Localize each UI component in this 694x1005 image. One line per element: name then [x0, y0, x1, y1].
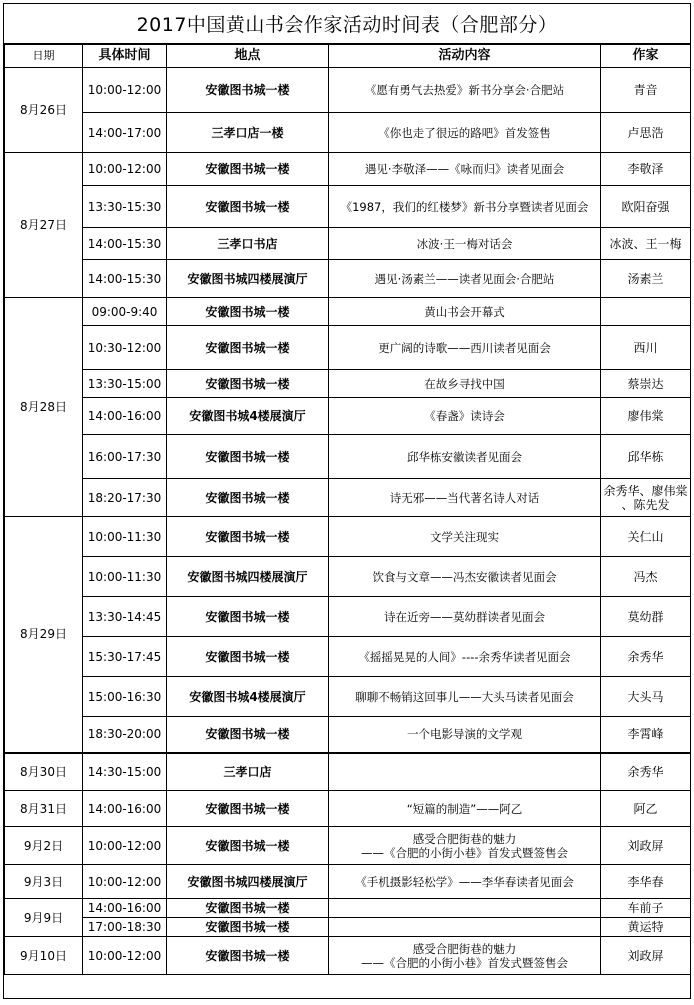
time-cell: 14:00-16:00 [83, 398, 167, 435]
activity-cell: 遇见·李敬泽——《咏而归》读者见面会 [329, 153, 601, 186]
time-cell: 15:30-17:45 [83, 637, 167, 677]
date-cell: 9月9日 [5, 899, 83, 937]
table-row [5, 717, 691, 753]
table-row [5, 557, 691, 597]
table-row [5, 753, 691, 791]
time-cell: 18:30-20:00 [83, 717, 167, 753]
activity-cell [329, 899, 601, 918]
date-cell: 8月29日 [5, 517, 83, 753]
table-row [5, 637, 691, 677]
header-author: 作家 [601, 45, 691, 68]
activity-line: 感受合肥街巷的魅力 [412, 941, 517, 956]
header-location: 地点 [167, 45, 329, 68]
header-time: 具体时间 [83, 45, 167, 68]
date-cell: 9月10日 [5, 937, 83, 975]
table-row [5, 677, 691, 717]
location-cell: 安徽图书城一楼 [167, 918, 329, 937]
table-row [5, 113, 691, 153]
date-cell: 9月2日 [5, 827, 83, 865]
activity-cell: 在故乡寻找中国 [329, 370, 601, 398]
location-cell: 安徽图书城一楼 [167, 479, 329, 517]
activity-cell: 诗无邪——当代著名诗人对话 [329, 479, 601, 517]
table-row [5, 153, 691, 186]
location-cell: 安徽图书城一楼 [167, 717, 329, 753]
author-cell [601, 479, 691, 517]
table-row [5, 298, 691, 326]
activity-cell: 《手机摄影轻松学》——李华春读者见面会 [329, 865, 601, 899]
author-cell: 西川 [601, 326, 691, 370]
author-cell: 余秀华 [601, 753, 691, 791]
schedule-table [4, 44, 691, 975]
time-cell: 14:00-16:00 [83, 791, 167, 827]
time-cell: 13:30-15:30 [83, 186, 167, 228]
date-cell: 8月31日 [5, 791, 83, 827]
author-cell: 廖伟棠 [601, 398, 691, 435]
location-cell: 安徽图书城一楼 [167, 597, 329, 637]
author-cell: 邱华栋 [601, 435, 691, 479]
activity-cell: 饮食与文章——冯杰安徽读者见面会 [329, 557, 601, 597]
time-cell: 14:00-15:30 [83, 260, 167, 298]
author-cell: 黄运特 [601, 918, 691, 937]
location-cell: 安徽图书城一楼 [167, 186, 329, 228]
activity-cell: 一个电影导演的文学观 [329, 717, 601, 753]
date-cell: 8月26日 [5, 68, 83, 153]
time-cell: 10:00-11:30 [83, 557, 167, 597]
location-cell: 安徽图书城一楼 [167, 370, 329, 398]
author-cell: 大头马 [601, 677, 691, 717]
location-cell: 安徽图书城四楼展演厅 [167, 865, 329, 899]
author-cell: 蔡崇达 [601, 370, 691, 398]
time-cell: 10:00-12:00 [83, 68, 167, 113]
table-row [5, 479, 691, 517]
table-row [5, 228, 691, 260]
location-cell: 安徽图书城一楼 [167, 153, 329, 186]
time-cell: 09:00-9:40 [83, 298, 167, 326]
time-cell: 14:00-17:00 [83, 113, 167, 153]
table-row [5, 791, 691, 827]
date-cell: 8月30日 [5, 753, 83, 791]
date-cell: 9月3日 [5, 865, 83, 899]
location-cell: 三孝口店一楼 [167, 113, 329, 153]
author-cell: 欧阳奋强 [601, 186, 691, 228]
author-cell: 莫幼群 [601, 597, 691, 637]
activity-cell: 《1987，我们的红楼梦》新书分享暨读者见面会 [329, 186, 601, 228]
activity-line: ——《合肥的小街小巷》首发式暨签售会 [361, 955, 568, 970]
activity-cell: 邱华栋安徽读者见面会 [329, 435, 601, 479]
table-row [5, 326, 691, 370]
activity-cell: 冰波·王一梅对话会 [329, 228, 601, 260]
activity-cell: 聊聊不畅销这回事儿——大头马读者见面会 [329, 677, 601, 717]
activity-cell: 更广阔的诗歌——西川读者见面会 [329, 326, 601, 370]
author-cell [601, 298, 691, 326]
schedule-sheet [3, 3, 691, 999]
activity-line: ——《合肥的小街小巷》首发式暨签售会 [361, 845, 568, 860]
location-cell: 三孝口店 [167, 753, 329, 791]
time-cell: 16:00-17:30 [83, 435, 167, 479]
author-cell: 冰波、王一梅 [601, 228, 691, 260]
time-cell: 17:00-18:30 [83, 918, 167, 937]
author-cell: 刘政屏 [601, 937, 691, 975]
author-cell: 李华春 [601, 865, 691, 899]
location-cell: 安徽图书城一楼 [167, 937, 329, 975]
time-cell: 10:00-12:00 [83, 153, 167, 186]
author-cell: 李敬泽 [601, 153, 691, 186]
activity-cell: 《摇摇晃晃的人间》----余秀华读者见面会 [329, 637, 601, 677]
author-line: 、陈先发 [621, 497, 670, 512]
time-cell: 13:30-14:45 [83, 597, 167, 637]
date-cell: 8月27日 [5, 153, 83, 298]
location-cell: 安徽图书城4楼展演厅 [167, 677, 329, 717]
table-row [5, 597, 691, 637]
activity-cell: 诗在近旁——莫幼群读者见面会 [329, 597, 601, 637]
table-row [5, 899, 691, 918]
table-row [5, 865, 691, 899]
activity-cell [329, 937, 601, 975]
activity-cell: 《你也走了很远的路吧》首发签售 [329, 113, 601, 153]
table-row [5, 937, 691, 975]
activity-cell: 黄山书会开幕式 [329, 298, 601, 326]
author-cell: 关仁山 [601, 517, 691, 557]
header-row [5, 45, 691, 68]
table-row [5, 370, 691, 398]
location-cell: 安徽图书城一楼 [167, 899, 329, 918]
time-cell: 10:00-12:00 [83, 865, 167, 899]
location-cell: 安徽图书城四楼展演厅 [167, 557, 329, 597]
location-cell: 安徽图书城一楼 [167, 435, 329, 479]
author-cell: 阿乙 [601, 791, 691, 827]
time-cell: 10:30-12:00 [83, 326, 167, 370]
table-row [5, 827, 691, 865]
author-cell: 刘政屏 [601, 827, 691, 865]
author-cell: 李霄峰 [601, 717, 691, 753]
time-cell: 14:30-15:00 [83, 753, 167, 791]
header-date: 日期 [5, 45, 83, 68]
page-title: 2017中国黄山书会作家活动时间表（合肥部分） [4, 4, 690, 44]
time-cell: 15:00-16:30 [83, 677, 167, 717]
author-line: 余秀华、廖伟棠 [603, 483, 688, 498]
location-cell: 安徽图书城一楼 [167, 517, 329, 557]
author-cell: 车前子 [601, 899, 691, 918]
activity-cell: 《愿有勇气去热爱》新书分享会·合肥站 [329, 68, 601, 113]
location-cell: 安徽图书城一楼 [167, 68, 329, 113]
time-cell: 10:00-12:00 [83, 827, 167, 865]
location-cell: 三孝口书店 [167, 228, 329, 260]
time-cell: 14:00-16:00 [83, 899, 167, 918]
time-cell: 18:20-17:30 [83, 479, 167, 517]
location-cell: 安徽图书城4楼展演厅 [167, 398, 329, 435]
location-cell: 安徽图书城一楼 [167, 326, 329, 370]
table-row [5, 918, 691, 937]
table-row [5, 517, 691, 557]
activity-cell [329, 753, 601, 791]
time-cell: 14:00-15:30 [83, 228, 167, 260]
location-cell: 安徽图书城一楼 [167, 827, 329, 865]
location-cell: 安徽图书城四楼展演厅 [167, 260, 329, 298]
activity-cell [329, 918, 601, 937]
table-row [5, 260, 691, 298]
activity-cell: 文学关注现实 [329, 517, 601, 557]
author-cell: 汤素兰 [601, 260, 691, 298]
author-cell: 冯杰 [601, 557, 691, 597]
author-cell: 青音 [601, 68, 691, 113]
time-cell: 13:30-15:00 [83, 370, 167, 398]
location-cell: 安徽图书城一楼 [167, 637, 329, 677]
activity-cell: “短篇的制造”——阿乙 [329, 791, 601, 827]
activity-cell: 遇见·汤素兰——读者见面会·合肥站 [329, 260, 601, 298]
activity-cell [329, 827, 601, 865]
author-cell: 余秀华 [601, 637, 691, 677]
time-cell: 10:00-12:00 [83, 937, 167, 975]
table-row [5, 186, 691, 228]
table-row [5, 435, 691, 479]
activity-cell: 《春盏》读诗会 [329, 398, 601, 435]
time-cell: 10:00-11:30 [83, 517, 167, 557]
location-cell: 安徽图书城一楼 [167, 791, 329, 827]
table-row [5, 68, 691, 113]
table-row [5, 398, 691, 435]
location-cell: 安徽图书城一楼 [167, 298, 329, 326]
author-cell: 卢思浩 [601, 113, 691, 153]
header-activity: 活动内容 [329, 45, 601, 68]
date-cell: 8月28日 [5, 298, 83, 517]
activity-line: 感受合肥街巷的魅力 [412, 831, 517, 846]
